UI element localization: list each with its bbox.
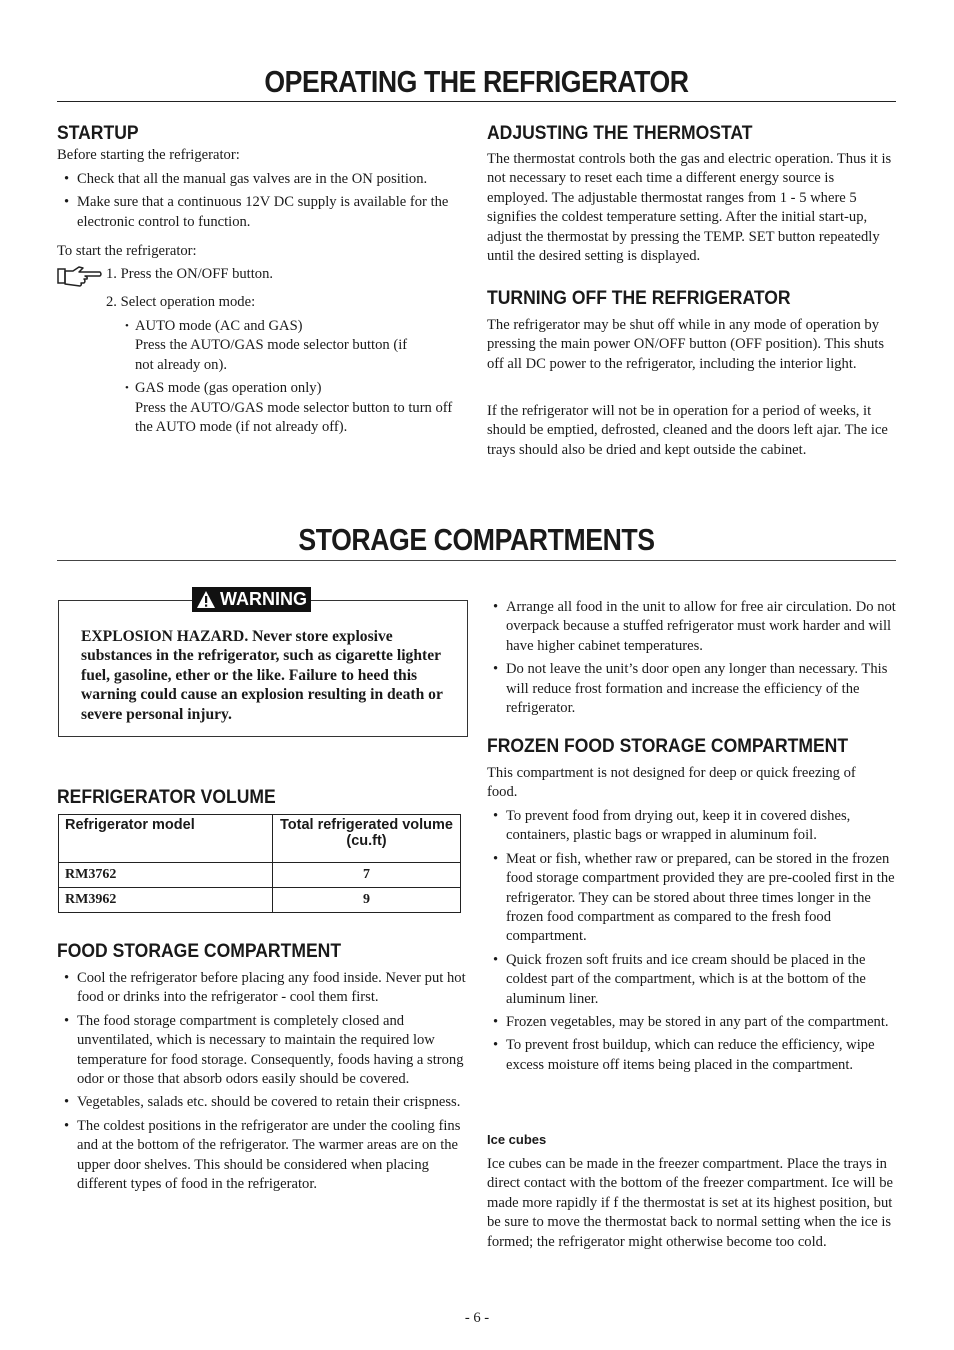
turning-off-heading: TURNING OFF THE REFRIGERATOR <box>487 287 791 309</box>
pointing-hand-icon <box>57 265 103 292</box>
frozen-food-intro: This compartment is not designed for deep or quick freezing of food. <box>487 765 856 801</box>
mode-item-gas <box>125 379 465 437</box>
storage-tips-list <box>487 598 897 722</box>
warning-text: EXPLOSION HAZARD. Never store explosive substances in the refrigerator, such as cigarette lighter fuel, gasoline, ether or the like. Failure to heed this warning could cause an explosion resulting in death or severe personal injury. <box>81 628 443 723</box>
startup-check-item: • Make sure that a continuous 12V DC supply is available for the electronic control to function. <box>58 193 468 232</box>
start-step-1: 1. Press the ON/OFF button. <box>106 266 274 282</box>
volume-cell: 9 <box>273 888 461 913</box>
list-item: • To prevent food from drying out, keep it in covered dishes, containers, plastic bags or wrapped in aluminum foil. <box>487 807 897 846</box>
startup-heading: STARTUP <box>57 122 139 144</box>
to-start-label: To start the refrigerator: <box>57 243 197 259</box>
turning-off-text-2: If the refrigerator will not be in operation for a period of weeks, it should be emptied, defrosted, cleaned and the doors left ajar. The ice trays should also be dried and kept outside the cabinet. <box>487 403 888 458</box>
warning-box <box>58 600 468 737</box>
volume-cell: 7 <box>273 863 461 888</box>
table-row <box>59 888 461 913</box>
list-item: • Quick frozen soft fruits and ice cream should be placed in the coldest part of the compartment, which is at the bottom of the aluminum liner. <box>487 951 897 1009</box>
col-header-volume: Total refrigerated volume (cu.ft) <box>273 815 461 863</box>
section-title-storage: STORAGE COMPARTMENTS <box>298 522 655 557</box>
section-title-operating: OPERATING THE REFRIGERATOR <box>264 64 689 99</box>
title-rule-2 <box>57 560 896 561</box>
warning-badge <box>192 587 311 612</box>
title-rule-1 <box>57 101 896 102</box>
volume-heading: REFRIGERATOR VOLUME <box>57 786 276 808</box>
start-step-2: 2. Select operation mode: <box>106 294 256 310</box>
thermostat-heading: ADJUSTING THE THERMOSTAT <box>487 122 753 144</box>
warning-triangle-icon <box>196 590 216 609</box>
food-storage-heading: FOOD STORAGE COMPARTMENT <box>57 940 342 962</box>
list-item: • Meat or fish, whether raw or prepared, can be stored in the frozen food storage compartment provided they are pre-cooled first in the refrigerator. They can be stored about three times longer in the frozen food compartment as compared to the fresh food compartment. <box>487 850 897 947</box>
col-header-model: Refrigerator model <box>59 815 273 863</box>
mode-name: AUTO mode (AC and GAS) <box>135 318 303 334</box>
list-item: • Vegetables, salads etc. should be covered to retain their crispness. <box>58 1093 468 1112</box>
model-cell: RM3962 <box>59 888 273 913</box>
ice-cubes-heading: Ice cubes <box>487 1132 547 1147</box>
food-storage-list <box>58 969 468 1198</box>
volume-table <box>58 814 461 913</box>
startup-checklist <box>58 170 468 236</box>
ice-cubes-text: Ice cubes can be made in the freezer compartment. Place the trays in direct contact with the bottom of the freezer compartment. Ice will be made more rapidly if f the thermostat is set at its highest position, but be sure to move the thermostat back to normal setting when the ice is formed; the refrigerator might otherwise become too cold. <box>487 1156 894 1250</box>
mode-item-auto <box>125 317 465 375</box>
list-item: • To prevent frost buildup, which can reduce the efficiency, wipe excess moisture off items being placed in the compartment. <box>487 1036 897 1075</box>
frozen-food-list <box>487 807 897 1079</box>
frozen-food-heading: FROZEN FOOD STORAGE COMPARTMENT <box>487 735 849 757</box>
list-item: • Do not leave the unit’s door open any longer than necessary. This will reduce frost formation and increase the efficiency of the refrigerator. <box>487 660 897 718</box>
mode-list <box>125 317 465 441</box>
volume-table-header <box>59 815 461 863</box>
list-item: • Arrange all food in the unit to allow for free air circulation. Do not overpack because a stuffed refrigerator must work harder and will have higher cabinet temperatures. <box>487 598 897 656</box>
mode-name: GAS mode (gas operation only) <box>135 380 322 397</box>
thermostat-text: The thermostat controls both the gas and electric operation. Thus it is not necessary to reset each time a different energy source is employed. The adjustable thermostat ranges from 1 - 5 where 5 signifies the coldest temperature setting. After the initial start-up, adjust the thermostat by pressing the TEMP. SET button repeatedly until the desired setting is displayed. <box>487 151 892 265</box>
page-number: - 6 - <box>464 1310 490 1326</box>
table-row <box>59 863 461 888</box>
mode-instruction: Press the AUTO/GAS mode selector button to turn off the AUTO mode (if not already off). <box>135 399 453 436</box>
model-cell: RM3762 <box>59 863 273 888</box>
list-item: • Frozen vegetables, may be stored in any part of the compartment. <box>487 1013 897 1032</box>
warning-badge-label: WARNING <box>220 589 307 609</box>
startup-check-item: • Check that all the manual gas valves are in the ON position. <box>58 170 468 189</box>
startup-intro: Before starting the refrigerator: <box>57 147 240 163</box>
list-item: • The food storage compartment is completely closed and unventilated, which is necessary to maintain the required low temperature for food storage. Consequently, foods having a strong odor or those that absorb odors easily should be covered. <box>58 1012 468 1090</box>
turning-off-text-1: The refrigerator may be shut off while in any mode of operation by pressing the main power ON/OFF button (OFF position). This shuts off all DC power to the refrigerator, including the interior light. <box>487 317 885 372</box>
mode-instruction: Press the AUTO/GAS mode selector button (if not already on). <box>135 337 408 373</box>
list-item: • The coldest positions in the refrigerator are under the cooling fins and at the bottom of the refrigerator. The warmer areas are on the upper door shelves. This should be considered when placing different types of food in the refrigerator. <box>58 1117 468 1195</box>
list-item: • Cool the refrigerator before placing any food inside. Never put hot food or drinks into the refrigerator - cool them first. <box>58 969 468 1008</box>
